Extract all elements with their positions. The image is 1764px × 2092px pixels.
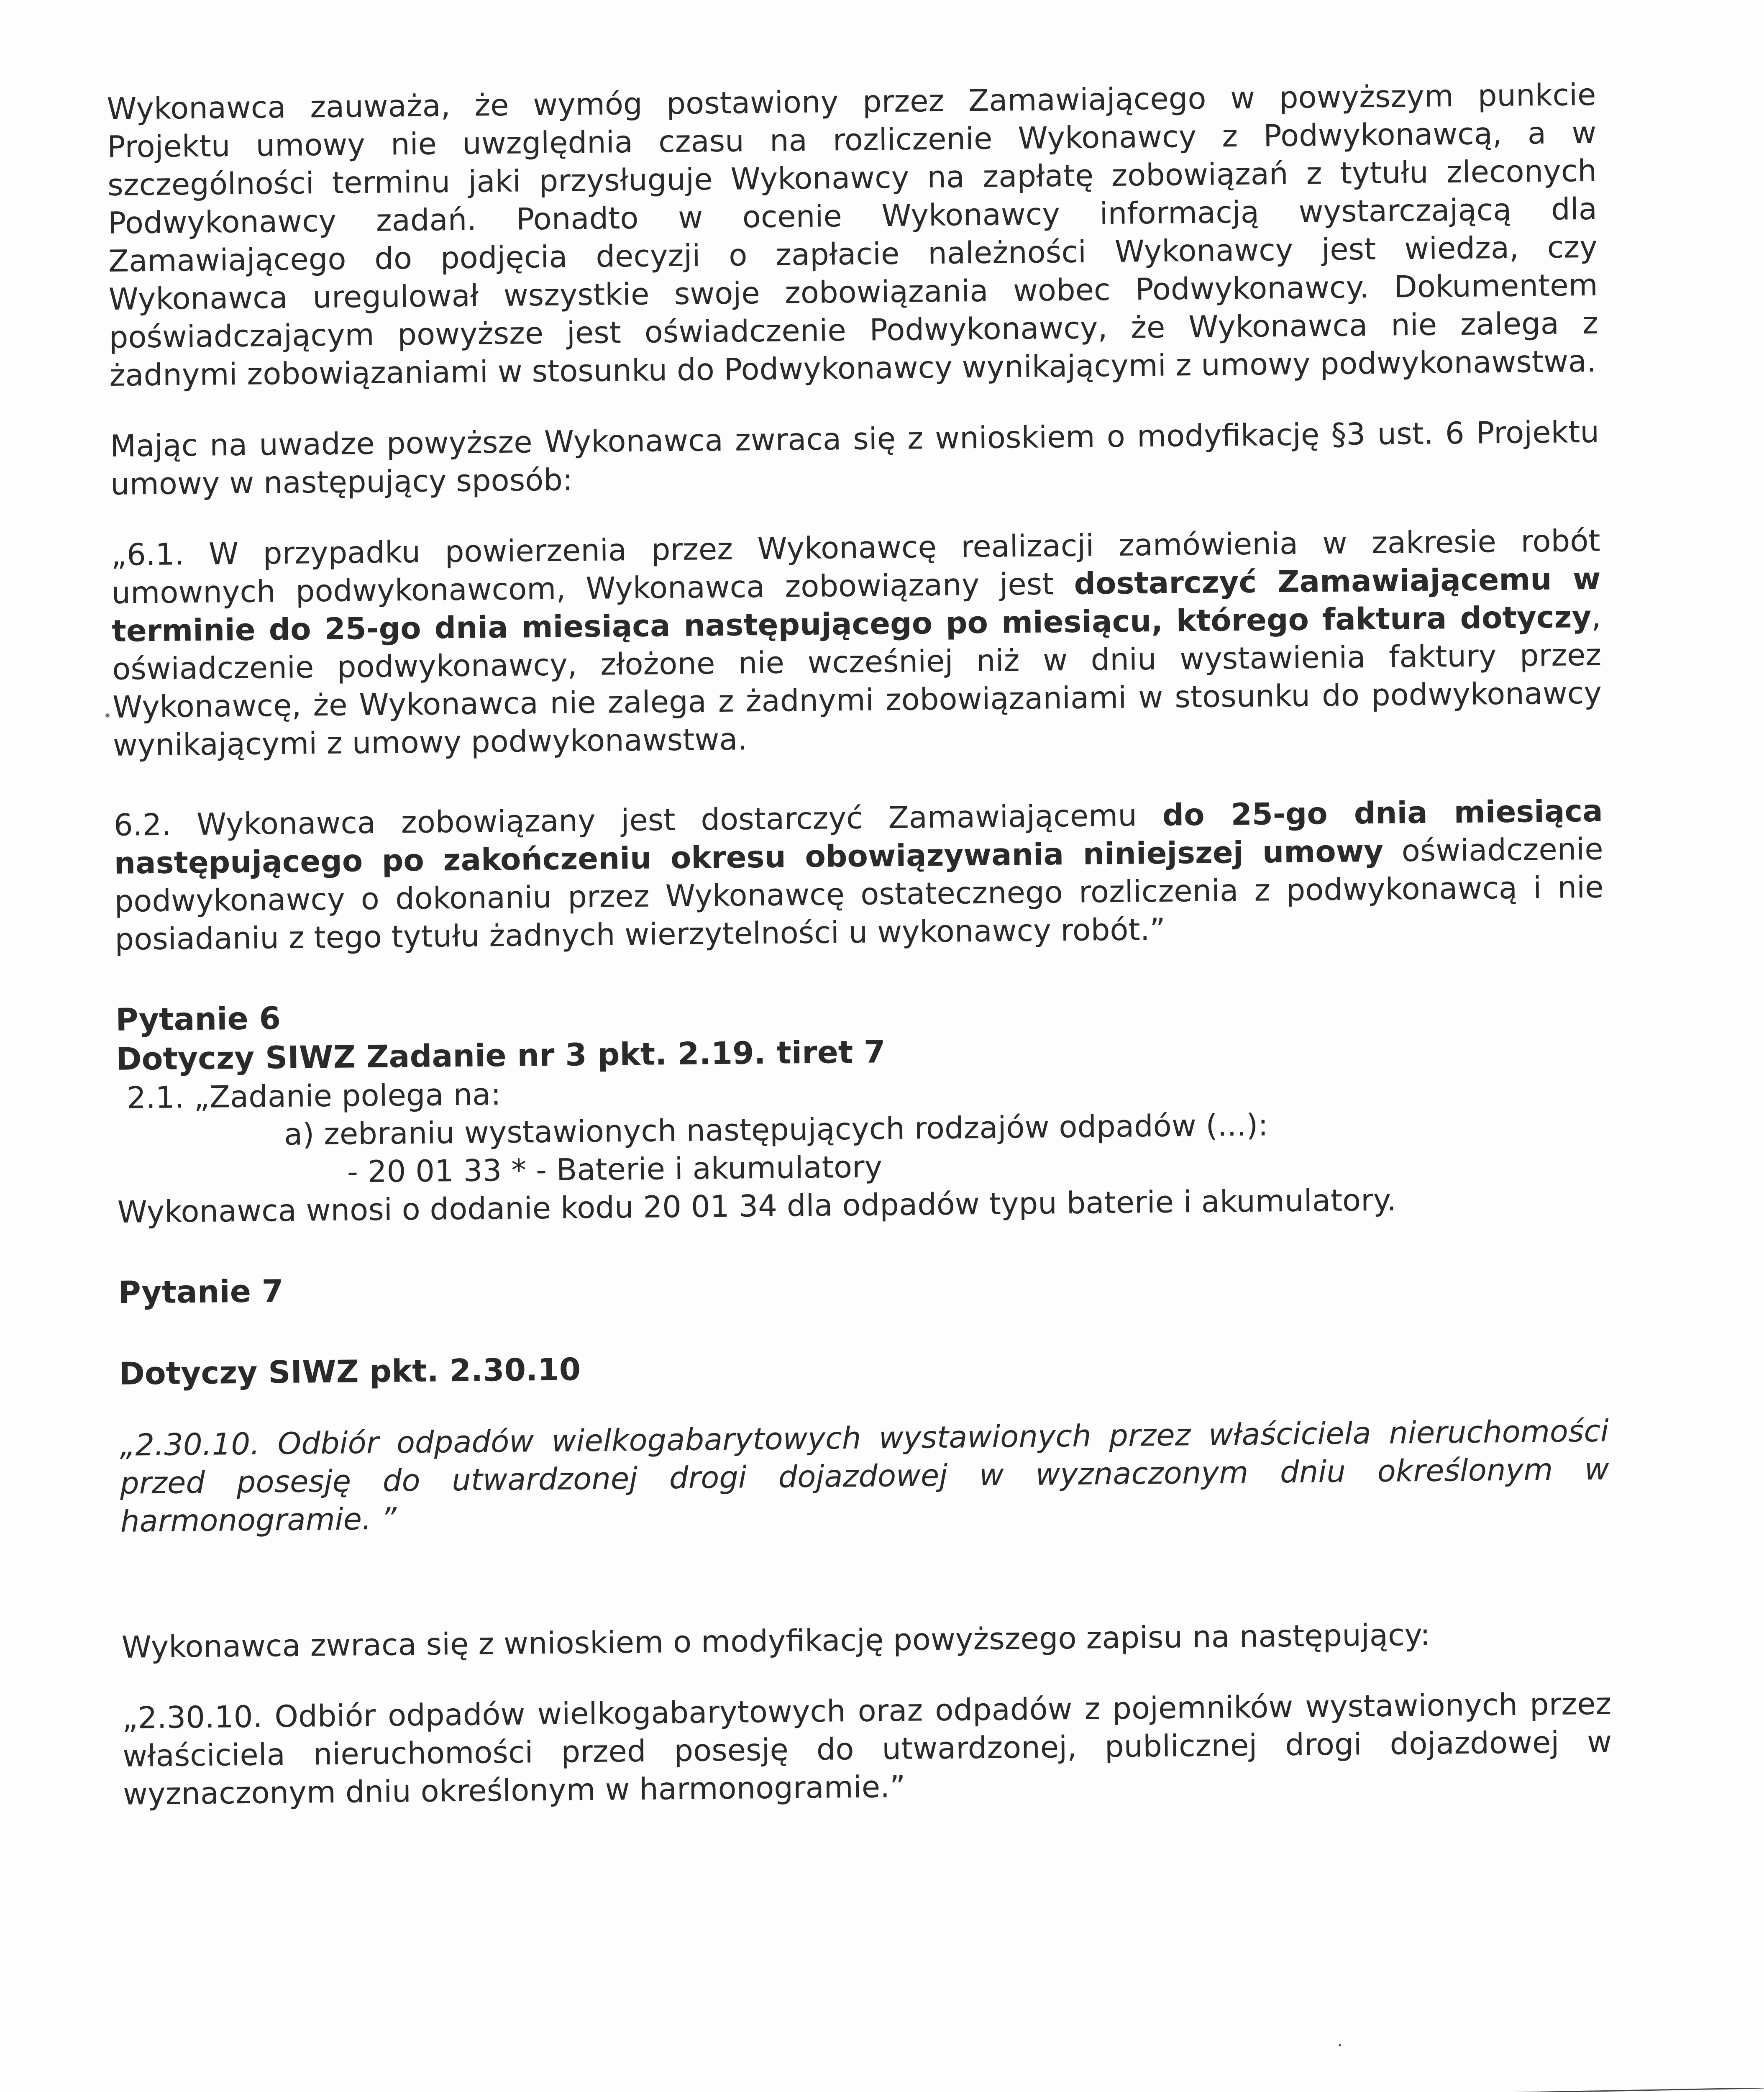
footer-rule-line xyxy=(0,2088,1764,2092)
clause-6-2-bold: do 25-go dnia miesiąca następującego po zakończeniu okresu obowiązywania niniejszej umowy xyxy=(114,793,1603,881)
clause-6-1-bold: dostarczyć Zamawiającemu w terminie do 25-go dnia miesiąca następującego po miesiącu, którego faktura dotyczy xyxy=(112,561,1601,649)
clause-6-1-text-end: , oświadczenie podwykonawcy, złożone nie wcześniej niż w dniu wystawienia faktury przez Wykonawcę, że Wykonawca nie zalega z żadnymi zobowiązaniami w stosunku do podwykonawcy wynikającymi z umowy podwykonawstwa. xyxy=(112,599,1602,763)
paragraph-contractor-remark: Wykonawca zauważa, że wymóg postawiony przez Zamawiającego w powyższym punkcie Projektu umowy nie uwzględnia czasu na rozliczenie Wykonawcy z Podwykonawcą, a w szczególności terminu jaki przysługuje Wykonawcy na zapłatę zobowiązań z tytułu zleconych Podwykonawcy zadań. Ponadto w ocenie Wykonawcy informacją wystarczającą dla Zamawiającego do podjęcia decyzji o zapłacie należności Wykonawcy jest wiedza, czy Wykonawca uregulował wszystkie swoje zobowiązania wobec Podwykonawcy. Dokumentem poświadczającym powyższe jest oświadczenie Podwykonawcy, że Wykonawca nie zalega z żadnymi zobowiązaniami w stosunku do Podwykonawcy wynikającymi z umowy podwykonawstwa. xyxy=(107,77,1598,393)
paragraph-modification-request: Mając na uwadze powyższe Wykonawca zwraca się z wnioskiem o modyfikację §3 ust. 6 Projektu umowy w następujący sposób: xyxy=(110,414,1600,502)
clause-6-1-text-start: „6.1. W przypadku powierzenia przez Wykonawcę realizacji zamówienia w zakresie robót umownych podwykonawcom, Wykonawca zobowiązany jest xyxy=(111,523,1600,610)
clause-6-1 xyxy=(111,522,1602,764)
clause-6-2-text-end: oświadczenie podwykonawcy o dokonaniu przez Wykonawcę ostatecznego rozliczenia z podwykonawcą i nie posiadaniu z tego tytułu żadnych wierzytelności u wykonawcy robót.” xyxy=(114,831,1604,957)
question-7-title: Pytanie 7 xyxy=(118,1273,284,1311)
question-7-proposed-clause: „2.30.10. Odbiór odpadów wielkogabarytowych oraz odpadów z pojemników wystawionych przez właściciela nieruchomości przed posesję do utwardzonej, publicznej drogi dojazdowej w wyznaczonym dniu określonym w harmonogramie.” xyxy=(122,1686,1612,1812)
question-6-request: Wykonawca wnosi o dodanie kodu 20 01 34 dla odpadów typu baterie i akumulatory. xyxy=(117,1182,1397,1230)
clause-6-2 xyxy=(113,792,1604,959)
question-6-subtitle: Dotyczy SIWZ Zadanie nr 3 pkt. 2.19. tiret 7 xyxy=(115,1034,886,1077)
question-7-subtitle: Dotyczy SIWZ pkt. 2.30.10 xyxy=(119,1351,581,1392)
question-6-title: Pytanie 6 xyxy=(115,1000,281,1038)
question-6-subpoint-a: a) zebraniu wystawionych następujących rodzajów odpadów (...): xyxy=(284,1107,1268,1152)
question-6-point: 2.1. „Zadanie polega na: xyxy=(126,1077,501,1115)
question-7-quoted-clause: „2.30.10. Odbiór odpadów wielkogabarytowych wystawionych przez właściciela nieruchomości przed posesję do utwardzonej drogi dojazdowej w wyznaczonym dniu określonym w harmonogramie. ” xyxy=(119,1413,1610,1539)
document-body xyxy=(107,76,1612,1813)
scan-speck xyxy=(105,713,110,718)
question-7-request: Wykonawca zwraca się z wnioskiem o modyfikację powyższego zapisu na następujący: xyxy=(121,1617,1431,1665)
clause-6-2-text-start: 6.2. Wykonawca zobowiązany jest dostarczyć Zamawiającemu xyxy=(113,797,1163,843)
question-6-waste-code: - 20 01 33 * - Baterie i akumulatory xyxy=(347,1149,883,1190)
scan-speck-bottom xyxy=(1339,2044,1341,2046)
